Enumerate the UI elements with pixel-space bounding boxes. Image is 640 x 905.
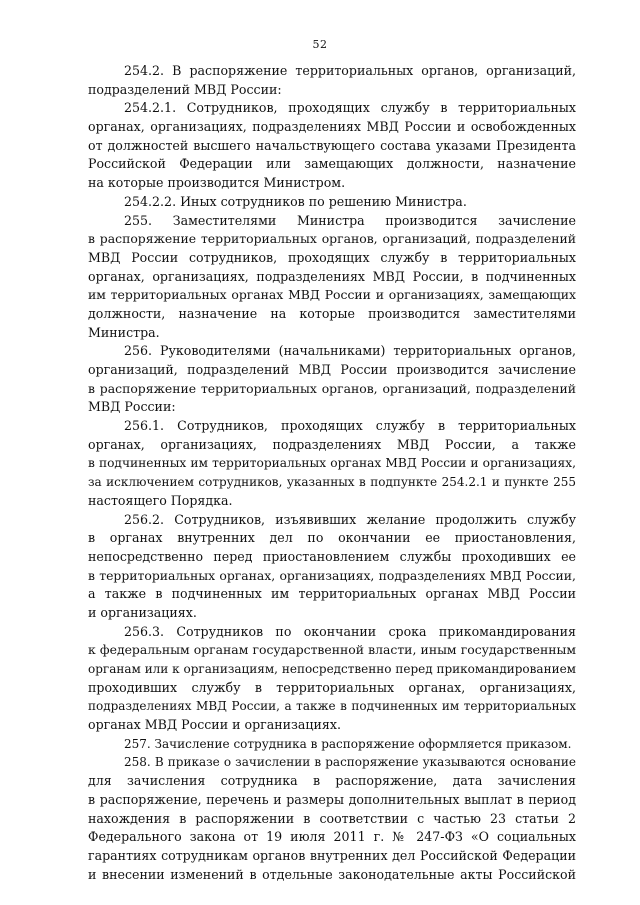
text-line: настоящего Порядка. — [88, 492, 233, 508]
text-line: 257. Зачисление сотрудника в распоряжение оформляется приказом. — [124, 736, 572, 751]
text-line: в территориальных органах, организациях, подразделениях МВД России, — [88, 567, 576, 583]
text-line: 256.1. Сотрудников, проходящих службу в территориальных — [124, 418, 576, 434]
text-line: органам или к организациям, непосредственно перед прикомандированием — [88, 662, 576, 676]
text-line: 256.2. Сотрудников, изъявивших желание продолжить службу — [124, 511, 576, 527]
text-line: в распоряжение территориальных органов, организаций, подразделений — [88, 231, 576, 247]
text-line: подразделений МВД России: — [88, 81, 282, 97]
text-line: и организациях. — [88, 604, 197, 620]
text-line: 254.2.2. Иных сотрудников по решению Министра. — [124, 193, 467, 209]
text-line: а также в подчиненных им территориальных органах МВД России — [88, 586, 576, 602]
text-line: Федерального закона от 19 июля 2011 г. № 247-ФЗ «О социальных — [88, 829, 576, 845]
text-line: организаций, подразделений МВД России производится зачисление — [88, 362, 576, 377]
text-line: 254.2.1. Сотрудников, проходящих службу в территориальных — [124, 100, 576, 116]
text-line: 258. В приказе о зачислении в распоряжение указываются основание — [124, 755, 576, 770]
text-line: 256. Руководителями (начальниками) территориальных органов, — [124, 343, 576, 359]
text-line: от должностей высшего начальствующего состава указами Президента — [88, 137, 576, 153]
text-line: органах МВД России и организациях. — [88, 717, 341, 733]
text-line: органах, организациях, подразделениях МВД России и освобожденных — [88, 119, 576, 135]
text-line: в органах внутренних дел по окончании ее приостановления, — [88, 530, 576, 546]
page-number: 52 — [312, 38, 328, 51]
text-line: 254.2. В распоряжение территориальных органов, организаций, — [124, 63, 576, 78]
text-line: в распоряжение, перечень и размеры дополнительных выплат в период — [88, 791, 576, 807]
text-line: гарантиях сотрудникам органов внутренних дел Российской Федерации — [88, 847, 576, 863]
text-line: подразделениях МВД России, а также в подчиненных им территориальных — [88, 699, 576, 714]
text-line: Российской Федерации или замещающих должности, назначение — [88, 156, 576, 172]
text-line: Министра. — [88, 324, 160, 340]
text-line: на которые производится Министром. — [88, 175, 346, 191]
text-line: МВД России: — [88, 399, 176, 415]
text-line: органах, организациях, подразделениях МВД России, в подчиненных — [88, 268, 576, 284]
text-line: нахождения в распоряжении в соответствии с частью 23 статьи 2 — [88, 810, 576, 826]
text-line: за исключением сотрудников, указанных в подпункте 254.2.1 и пункте 255 — [88, 475, 576, 490]
text-line: проходивших службу в территориальных органах, организациях, — [88, 679, 576, 695]
text-line: в подчиненных им территориальных органах МВД России и организациях, — [88, 456, 576, 471]
text-line: должности, назначение на которые производится заместителями — [88, 305, 576, 321]
text-line: им территориальных органах МВД России и организациях, замещающих — [88, 287, 576, 303]
text-line: для зачисления сотрудника в распоряжение, дата зачисления — [88, 773, 576, 789]
text-line: МВД России сотрудников, проходящих службу в территориальных — [88, 249, 576, 265]
text-line: и внесении изменений в отдельные законодательные акты Российской — [88, 866, 576, 882]
text-line: 255. Заместителями Министра производится зачисление — [124, 212, 576, 228]
text-line: в распоряжение территориальных органов, организаций, подразделений — [88, 380, 576, 396]
text-line: органах, организациях, подразделениях МВД России, а также — [88, 436, 576, 452]
text-line: 256.3. Сотрудников по окончании срока прикомандирования — [124, 623, 576, 639]
document-body — [88, 62, 576, 884]
text-line: непосредственно перед приостановлением службы проходивших ее — [88, 548, 576, 564]
text-line: к федеральным органам государственной власти, иным государственным — [88, 642, 576, 658]
